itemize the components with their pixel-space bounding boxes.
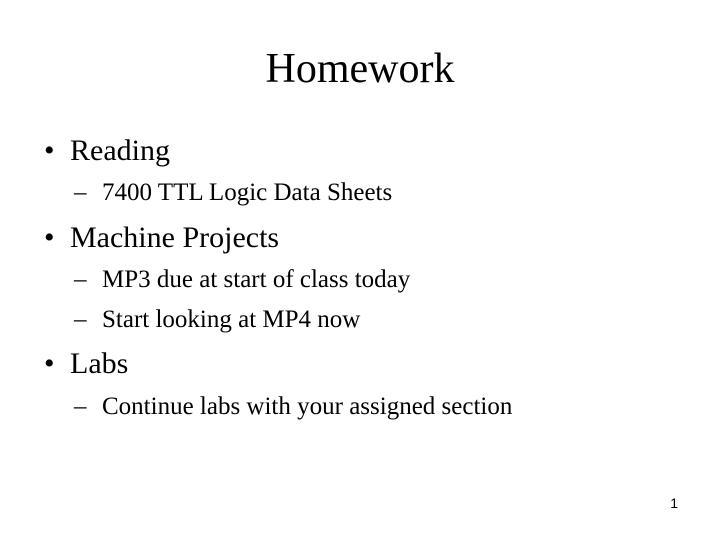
sub-bullet-marker: – — [74, 266, 87, 293]
bullet-marker: • — [44, 347, 55, 380]
sub-item-data-sheets — [74, 178, 392, 208]
sub-bullet-marker: – — [74, 179, 87, 206]
sub-item-label: Start looking at MP4 now — [102, 306, 361, 333]
sub-bullet-marker: – — [74, 306, 87, 333]
sub-item-continue-labs — [74, 392, 512, 422]
slide-title: Homework — [265, 46, 455, 92]
sub-item-label: Continue labs with your assigned section — [102, 393, 513, 420]
bullet-label: Labs — [70, 347, 129, 380]
bullet-label: Machine Projects — [70, 221, 280, 254]
sub-item-mp4 — [74, 305, 360, 335]
sub-item-label: 7400 TTL Logic Data Sheets — [102, 179, 393, 206]
bullet-marker: • — [44, 221, 55, 254]
bullet-labs — [44, 347, 128, 381]
sub-item-mp3 — [74, 265, 410, 295]
bullet-label: Reading — [70, 134, 170, 167]
bullet-reading — [44, 134, 170, 168]
page-number: 1 — [670, 495, 678, 511]
sub-bullet-marker: – — [74, 393, 87, 420]
bullet-machine-projects — [44, 221, 279, 255]
sub-item-label: MP3 due at start of class today — [102, 266, 411, 293]
bullet-marker: • — [44, 134, 55, 167]
